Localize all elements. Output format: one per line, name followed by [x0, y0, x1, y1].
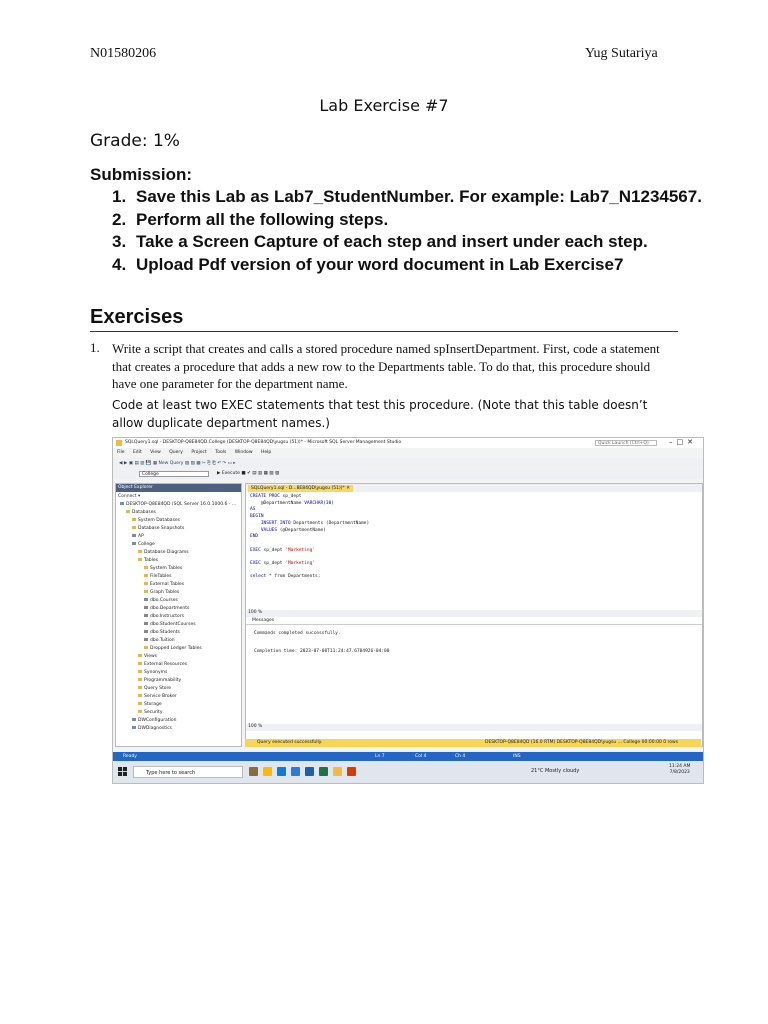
- exercises-heading: Exercises: [90, 306, 184, 328]
- standard-toolbar: [113, 458, 703, 468]
- tree-node[interactable]: DESKTOP-Q8E84QD (SQL Server 16.0.1000.6 - ...: [120, 502, 236, 507]
- code-line: CREATE PROC sp_dept: [250, 494, 302, 499]
- tree-node[interactable]: FileTables: [144, 574, 172, 579]
- sql-toolbar: [113, 469, 703, 479]
- code-line: @DepartmentName VARCHAR(30): [250, 500, 334, 506]
- database-icon: [132, 718, 136, 721]
- table-icon: [144, 630, 148, 633]
- office-icon: [347, 767, 356, 776]
- folder-icon: [144, 574, 148, 577]
- table-icon: [144, 622, 148, 625]
- tree-node[interactable]: Database Diagrams: [138, 550, 189, 555]
- grade-heading: Grade: 1%: [90, 131, 180, 151]
- folder-icon: [263, 767, 272, 776]
- database-icon: [132, 534, 136, 537]
- submission-step: 2. Perform all the following steps.: [112, 209, 389, 229]
- store-icon: [291, 767, 300, 776]
- ssms-logo-icon: [116, 440, 122, 446]
- code-line: BEGIN: [250, 514, 264, 520]
- student-name: Yug Sutariya: [585, 46, 658, 61]
- folder-icon: [138, 686, 142, 689]
- folder-icon: [138, 550, 142, 553]
- query-status-details: DESKTOP-Q8E84QD (16.0 RTM) DESKTOP-Q8E84QD\yugsu ... College 00:00:00 0 rows: [485, 740, 679, 745]
- table-icon: [144, 598, 148, 601]
- code-line: AS: [250, 507, 256, 513]
- edge-icon: [277, 767, 286, 776]
- messages-tab[interactable]: Messages: [246, 618, 702, 625]
- object-explorer: [115, 483, 242, 747]
- ssms-screenshot: [112, 437, 704, 784]
- editor-tabbar: [246, 484, 702, 492]
- folder-icon: [138, 702, 142, 705]
- code-line: END: [250, 534, 259, 540]
- code-line: [250, 541, 369, 548]
- status-col: Col 4: [415, 754, 427, 759]
- page-title: Lab Exercise #7: [319, 96, 449, 115]
- excel-icon: [319, 767, 328, 776]
- tree-node[interactable]: Tables: [138, 558, 158, 563]
- code-line: VALUES (@DepartmentName): [250, 527, 326, 533]
- query-status: Query executed successfully.: [257, 740, 323, 745]
- tree-node[interactable]: Database Snapshots: [132, 526, 184, 531]
- folder-icon: [144, 590, 148, 593]
- tree-node[interactable]: Views: [138, 654, 157, 659]
- tree-node[interactable]: dbo.StudentCourses: [144, 622, 196, 627]
- tree-node[interactable]: Programmability: [138, 678, 181, 683]
- database-icon: [120, 502, 124, 505]
- database-icon: [132, 726, 136, 729]
- tree-node[interactable]: dbo.Instructors: [144, 614, 184, 619]
- tree-node[interactable]: AP: [132, 534, 144, 539]
- submission-steps: [112, 186, 712, 276]
- status-ch: Ch 4: [455, 754, 466, 759]
- connect-button[interactable]: Connect ▾: [118, 494, 141, 499]
- menu-edit[interactable]: Edit: [132, 450, 142, 455]
- menu-project[interactable]: Project: [191, 450, 207, 455]
- folder-icon: [138, 694, 142, 697]
- submission-step: 4. Upload Pdf version of your word document in Lab Exercise7: [112, 254, 624, 274]
- zoom-level[interactable]: 100 %: [246, 610, 702, 617]
- menu-query[interactable]: Query: [169, 450, 183, 455]
- folder-icon: [138, 710, 142, 713]
- tree-node[interactable]: Synonyms: [138, 670, 167, 675]
- taskbar-apps[interactable]: [249, 767, 361, 778]
- menu-window[interactable]: Window: [234, 450, 253, 455]
- tree-node[interactable]: External Tables: [144, 582, 184, 587]
- exercise-number: 1.: [90, 340, 100, 355]
- tree-node[interactable]: DWConfiguration: [132, 718, 176, 723]
- weather-widget[interactable]: 21°C Mostly cloudy: [531, 768, 580, 774]
- table-icon: [144, 614, 148, 617]
- folder-icon: [144, 566, 148, 569]
- quick-launch-input[interactable]: Quick Launch (Ctrl+Q): [595, 440, 657, 446]
- tree-node[interactable]: System Databases: [132, 518, 180, 523]
- database-select[interactable]: College: [139, 471, 209, 477]
- message-line: Completion time: 2023-07-08T11:24:47.6784926-04:00: [254, 649, 390, 654]
- folder-icon: [138, 558, 142, 561]
- heading-rule: [90, 331, 678, 332]
- results-zoom-level[interactable]: 100 %: [246, 724, 702, 731]
- tree-node[interactable]: Dropped Ledger Tables: [144, 646, 202, 651]
- folder-icon: [144, 646, 148, 649]
- query-editor: [245, 483, 703, 747]
- status-ready: Ready: [123, 754, 137, 759]
- student-id: N01580206: [90, 46, 157, 61]
- tree-node[interactable]: External Resources: [138, 662, 187, 667]
- menu-file[interactable]: File: [117, 450, 125, 455]
- tree-node[interactable]: dbo.Departments: [144, 606, 189, 611]
- object-explorer-title: Object Explorer: [116, 484, 241, 492]
- exercise-note: Code at least two EXEC statements that test this procedure. (Note that this table doesn’t allow duplicate department names.): [112, 398, 648, 430]
- window-controls[interactable]: –□✕: [669, 438, 697, 446]
- database-icon: [132, 542, 136, 545]
- folder-icon: [132, 526, 136, 529]
- taskbar-search[interactable]: Type here to search: [133, 766, 243, 778]
- folder-icon: [138, 678, 142, 681]
- tree-node[interactable]: dbo.Tuition: [144, 638, 175, 643]
- tree-node[interactable]: Graph Tables: [144, 590, 179, 595]
- tree-node[interactable]: dbo.Students: [144, 630, 180, 635]
- messages-output: [254, 629, 389, 656]
- folder-icon: [126, 510, 130, 513]
- ssms-icon: [333, 767, 342, 776]
- code-line: INSERT INTO Departments (DepartmentName): [250, 520, 370, 526]
- code-area[interactable]: [250, 494, 369, 581]
- code-line: select * from Departments;: [250, 574, 321, 580]
- submission-step: 3. Take a Screen Capture of each step and insert under each step.: [112, 232, 648, 251]
- folder-icon: [138, 662, 142, 665]
- taskbar-clock[interactable]: 11:24 AM 7/8/2023: [669, 764, 691, 775]
- status-ins: INS: [513, 754, 521, 759]
- tree-node[interactable]: System Tables: [144, 566, 182, 571]
- tree-node[interactable]: College: [132, 542, 155, 547]
- folder-icon: [138, 670, 142, 673]
- table-icon: [144, 638, 148, 641]
- code-line: EXEC sp_dept 'Marketing': [250, 561, 316, 567]
- status-line: Ln 7: [375, 754, 385, 759]
- query-tab[interactable]: SQLQuery1.sql - D...8E84QD\yugsu (51))* ✕: [248, 485, 353, 492]
- tree-node[interactable]: Security: [138, 710, 162, 715]
- message-line: Commands completed successfully.: [254, 631, 341, 636]
- message-line: [254, 638, 389, 647]
- submission-step: 1. Save this Lab as Lab7_StudentNumber. For example: Lab7_N1234567.: [112, 187, 702, 206]
- menu-bar: [117, 450, 278, 455]
- app-icon: [249, 767, 258, 776]
- menu-help[interactable]: Help: [260, 450, 272, 455]
- tree-node[interactable]: Storage: [138, 702, 162, 707]
- folder-icon: [144, 582, 148, 585]
- tree-node[interactable]: Service Broker: [138, 694, 177, 699]
- execute-button[interactable]: ▶ Execute ■ ✔ ▤ ▥ ▦ ▧ ▨: [217, 471, 280, 476]
- toolbar-icons[interactable]: ◀ ▶ ▣ ▤ ▥ 💾 ▦ New Query ▧ ▨ ▩ ✂ ⎘ ⎗ ↶ ↷ ▭ ▸: [119, 461, 236, 466]
- folder-icon: [132, 518, 136, 521]
- tree-node[interactable]: dbo.Courses: [144, 598, 178, 603]
- windows-taskbar: [113, 761, 703, 783]
- table-icon: [144, 606, 148, 609]
- tree-node[interactable]: Databases: [126, 510, 156, 515]
- status-bar: [113, 752, 703, 761]
- exercise-text: Write a script that creates and calls a stored procedure named spInsertDepartment. First, code a statement that creates a procedure that adds a new row to the Departments table. To do that, this procedure should have one parameter for the department name.: [112, 341, 660, 391]
- menu-tools[interactable]: Tools: [215, 450, 227, 455]
- windows-start-icon[interactable]: [118, 767, 127, 776]
- menu-view[interactable]: View: [150, 450, 161, 455]
- window-title: SQLQuery1.sql - DESKTOP-Q8E84QD.College (DESKTOP-Q8E84QD\yugsu (51))* - Microsoft SQL Server Management Studio: [125, 440, 402, 445]
- submission-heading: Submission:: [90, 165, 193, 184]
- query-status-bar: [245, 739, 701, 747]
- tree-node[interactable]: Query Store: [138, 686, 171, 691]
- window-titlebar: [113, 438, 703, 448]
- folder-icon: [138, 654, 142, 657]
- tree-node[interactable]: DWDiagnostics: [132, 726, 172, 731]
- code-line: EXEC sp_dept 'Marketing': [250, 547, 316, 553]
- word-icon: [305, 767, 314, 776]
